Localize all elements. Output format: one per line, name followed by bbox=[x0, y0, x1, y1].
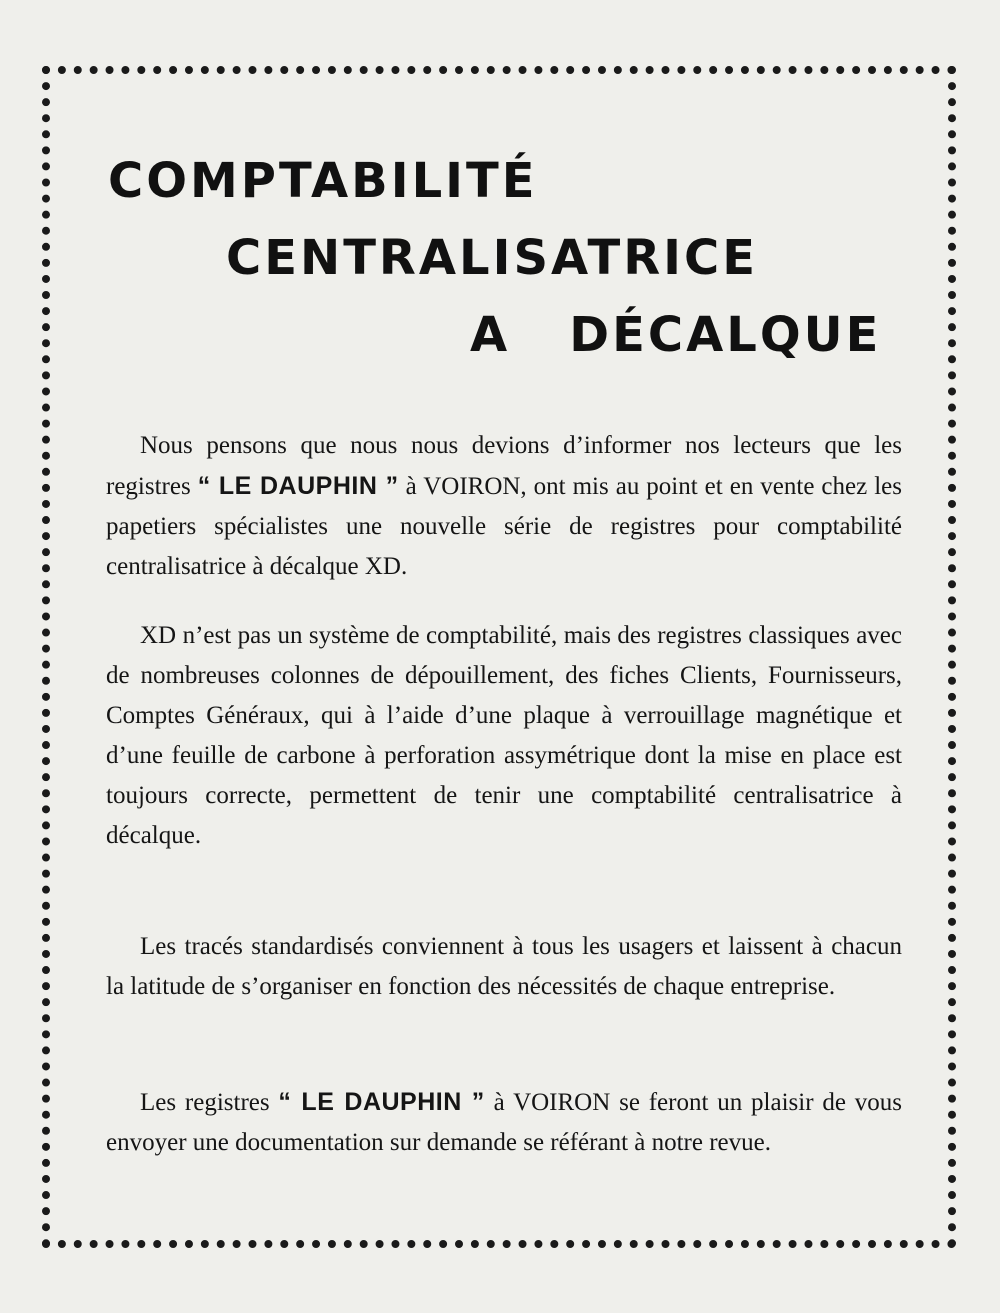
paragraph-contact-text-a: Les registres bbox=[140, 1089, 279, 1116]
paragraph-contact-text-b: à VOIRON se feront un plaisir de vous envoyer une documentation sur demande se référant à notre revue. bbox=[106, 1089, 902, 1156]
paragraph-description-text: XD n’est pas un système de comptabilité, mais des registres classiques avec de nombreuses colonnes de dépouillement, des fiches Clients, Fournisseurs, Comptes Généraux, qui à l’aide d’une plaque à verrouillage magnétique et d’une feuille de carbone à perforation assymétrique dont la mise en place est toujours correcte, permettent de tenir une comptabilité centralisatrice à décalque. bbox=[106, 622, 902, 849]
paragraph-intro bbox=[106, 426, 902, 587]
advertisement-frame bbox=[42, 66, 956, 1248]
brand-name: “ LE DAUPHIN ” bbox=[278, 1088, 485, 1116]
paragraph-contact bbox=[106, 1082, 902, 1163]
headline-line-1: COMPTABILITÉ bbox=[108, 153, 538, 209]
brand-name: “ LE DAUPHIN ” bbox=[197, 472, 399, 500]
paragraph-standardized bbox=[106, 927, 902, 1007]
paragraph-standardized-text: Les tracés standardisés conviennent à tous les usagers et laissent à chacun la latitude de s’organiser en fonction des nécessités de chaque entreprise. bbox=[106, 933, 902, 1000]
paragraph-intro-text-b: à VOIRON, ont mis au point et en vente chez les papetiers spécialistes une nouvelle série de registres pour comptabilité centralisatrice à décalque XD. bbox=[106, 473, 902, 580]
headline-line-3: A DÉCALQUE bbox=[470, 307, 882, 363]
paragraph-intro-text-a: Nous pensons que nous nous devions d’informer nos lecteurs que les registres bbox=[106, 432, 902, 500]
paragraph-description bbox=[106, 616, 902, 856]
headline-line-2: CENTRALISATRICE bbox=[226, 230, 759, 286]
advertisement-content bbox=[50, 74, 948, 1240]
